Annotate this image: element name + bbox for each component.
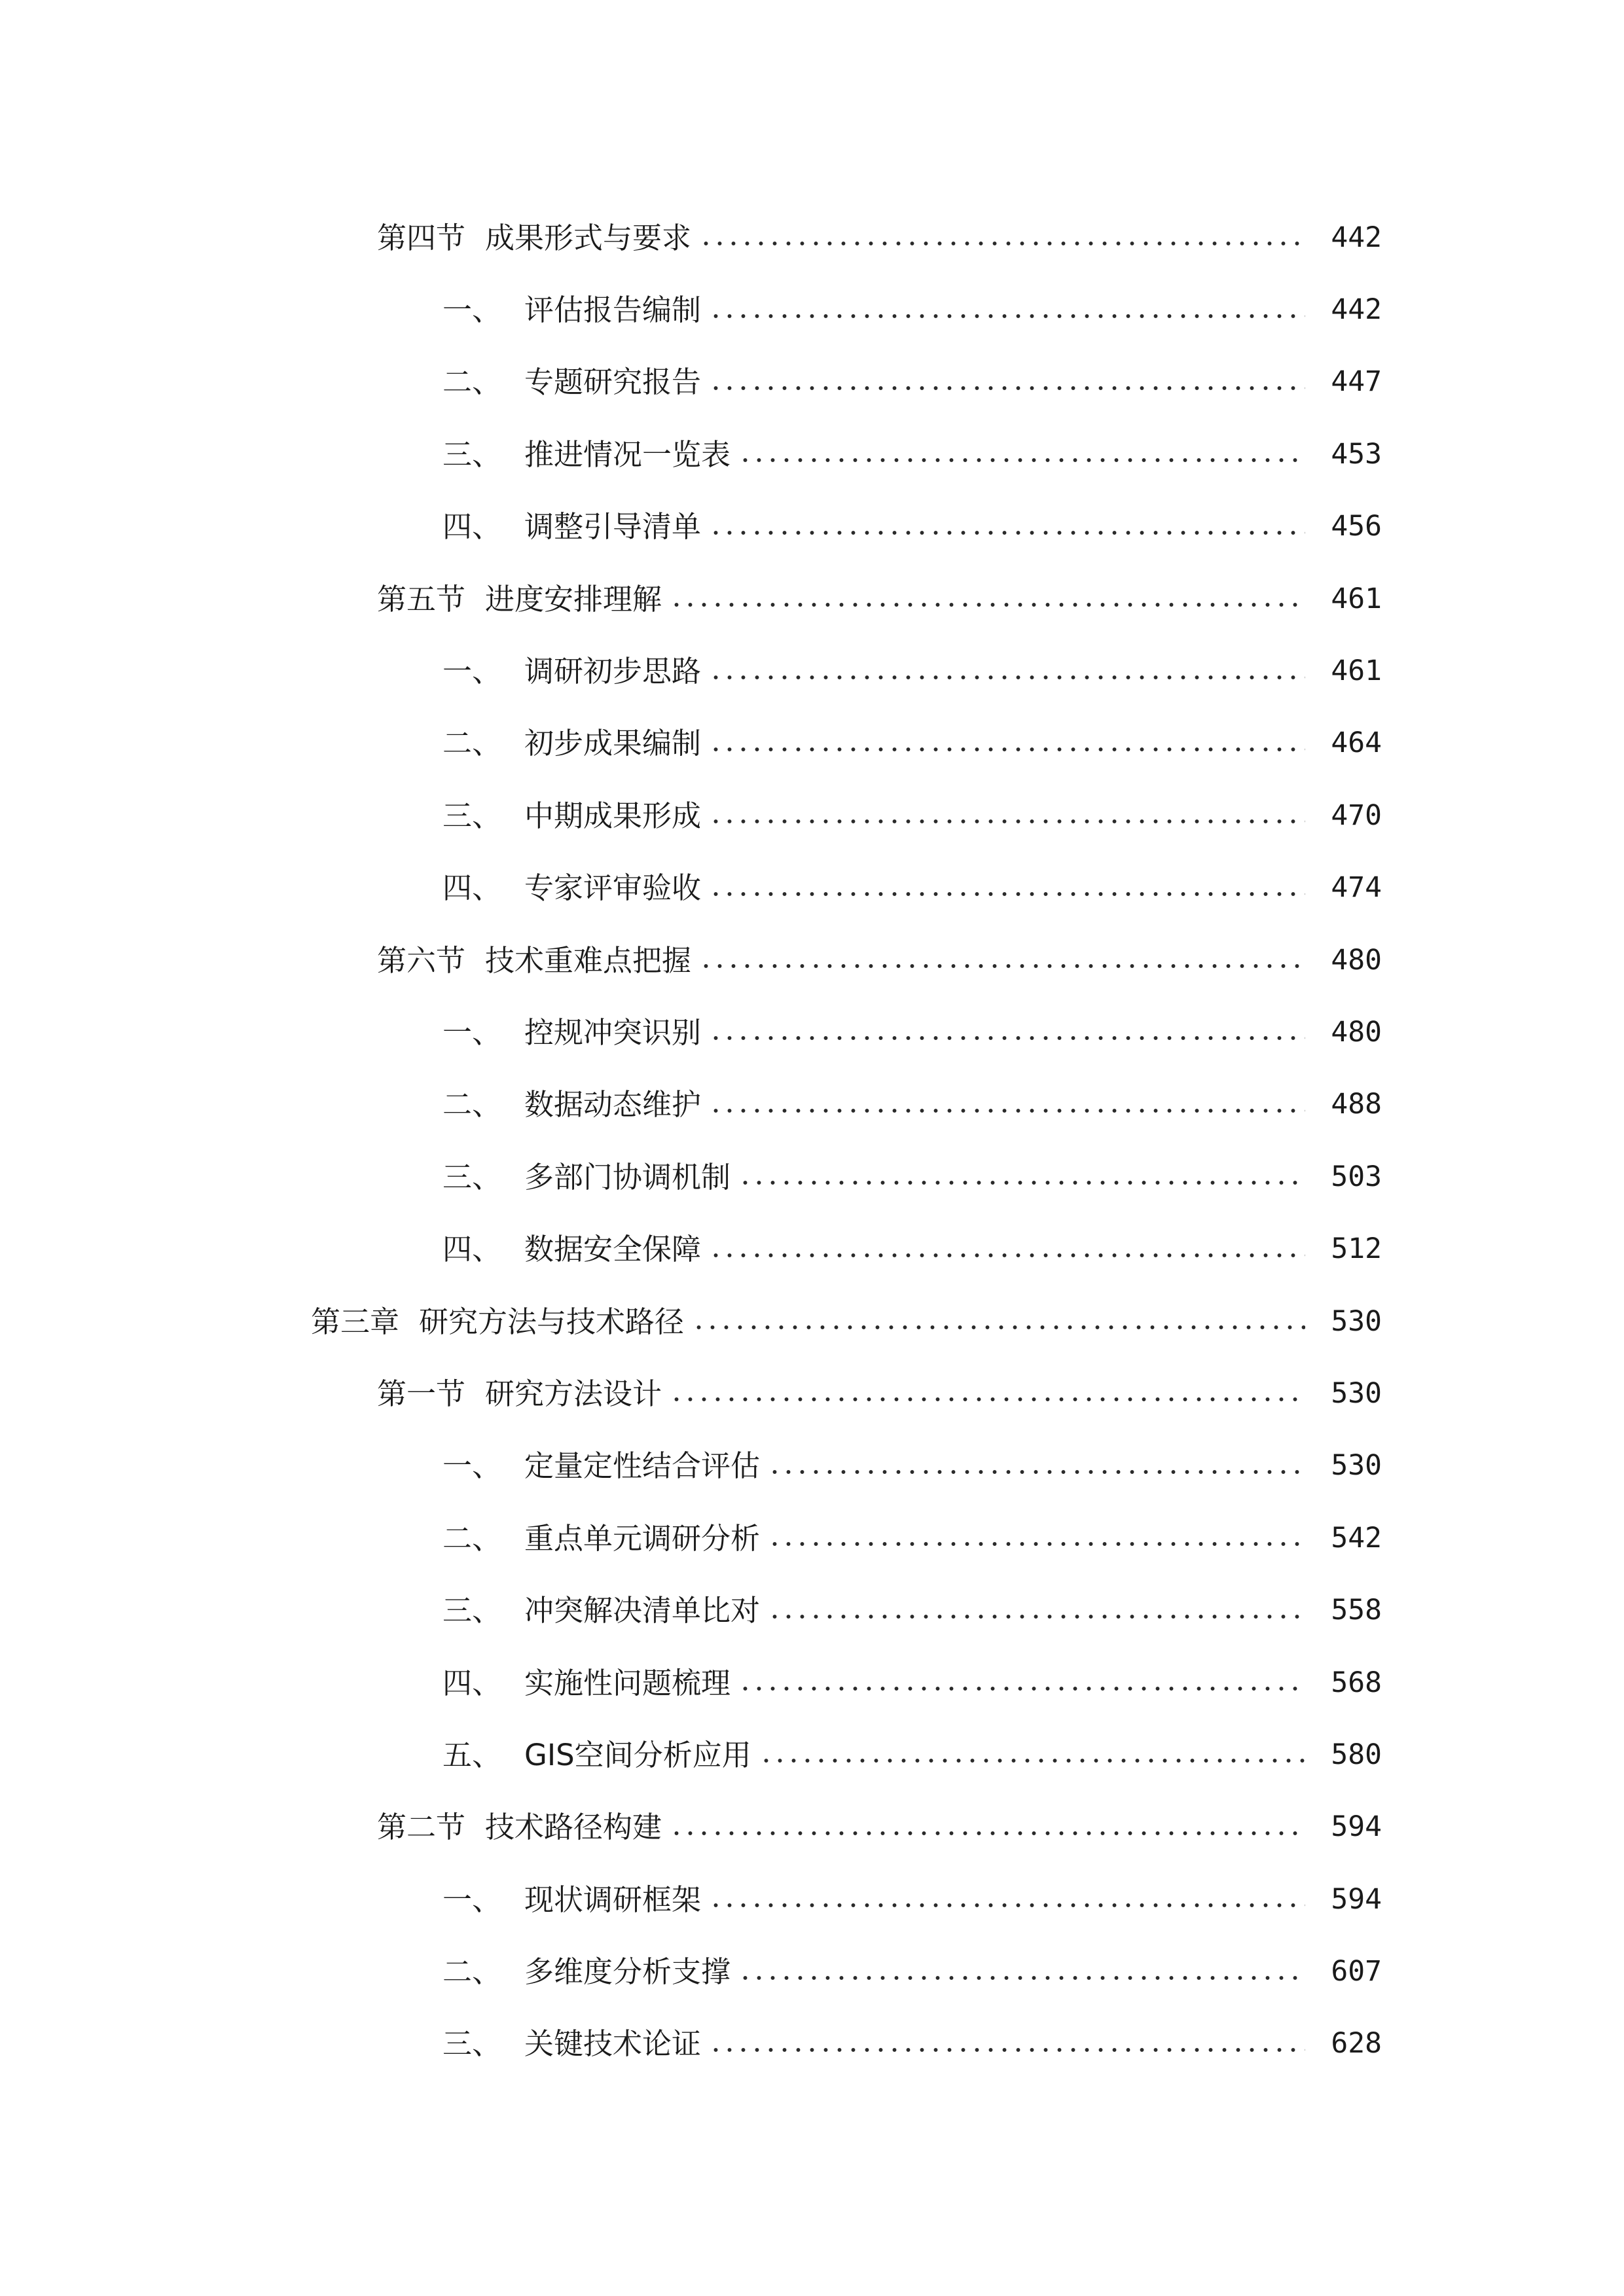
toc-entry-label [442,726,702,761]
toc-entry-number: 二、 [442,365,502,400]
toc-page-number: 530 [1331,1304,1382,1338]
dot-leader [670,602,1305,607]
toc-entry-number: 三、 [442,437,502,472]
toc-entry-label [442,1520,761,1556]
toc-subsection-entry[interactable] [0,1719,1624,1791]
toc-page-number: 480 [1331,1015,1382,1049]
toc-entry-number: 五、 [442,1737,502,1772]
toc-entry-label [377,1376,662,1411]
toc-entry-number: 三、 [442,1159,502,1194]
toc-entry-label [311,1304,685,1339]
toc-entry-title: 实施性问题梳理 [524,1665,731,1700]
dot-leader [709,891,1305,897]
toc-chapter-entry[interactable] [0,1285,1624,1357]
toc-subsection-entry[interactable] [0,1069,1624,1141]
toc-entry-number: 第三章 [311,1304,400,1339]
toc-entry-title: GIS空间分析应用 [524,1737,751,1772]
toc-entry-title: 技术路径构建 [485,1810,662,1845]
toc-entry-title: 研究方法设计 [485,1376,662,1411]
toc-subsection-entry[interactable] [0,1502,1624,1574]
toc-subsection-entry[interactable] [0,2008,1624,2080]
toc-page-number: 512 [1331,1232,1382,1266]
dot-leader [759,1758,1305,1763]
toc-entry-label [442,293,702,328]
toc-entry-title: 冲突解决清单比对 [524,1593,761,1628]
dot-leader [699,241,1305,246]
toc-entry-title: 初步成果编制 [524,726,702,761]
toc-entry-number: 第二节 [377,1810,466,1845]
toc-entry-number: 第四节 [377,220,466,255]
toc-entry-title: 重点单元调研分析 [524,1520,761,1556]
dot-leader [709,1035,1305,1041]
toc-page-number: 530 [1331,1449,1382,1482]
toc-subsection-entry[interactable] [0,346,1624,418]
toc-page-number: 470 [1331,798,1382,832]
dot-leader [709,314,1305,319]
toc-entry-label [442,1737,751,1772]
toc-entry-number: 二、 [442,726,502,761]
toc-entry-number: 第一节 [377,1376,466,1411]
toc-page-number: 464 [1331,726,1382,760]
toc-entry-title: 定量定性结合评估 [524,1448,761,1484]
toc-section-entry[interactable] [0,202,1624,274]
toc-subsection-entry[interactable] [0,635,1624,707]
toc-entry-label [442,1954,731,1990]
table-of-contents [0,202,1624,2080]
toc-entry-title: 推进情况一览表 [524,437,731,472]
toc-entry-number: 一、 [442,1882,502,1917]
toc-page-number: 442 [1331,293,1382,327]
dot-leader [738,1180,1305,1185]
toc-entry-label [442,437,731,472]
toc-subsection-entry[interactable] [0,1213,1624,1285]
dot-leader [738,457,1305,463]
toc-page-number: 442 [1331,221,1382,254]
toc-page-number: 480 [1331,943,1382,977]
toc-entry-label [442,1448,761,1484]
toc-section-entry[interactable] [0,563,1624,635]
toc-page-number: 453 [1331,437,1382,471]
toc-page-number: 580 [1331,1738,1382,1771]
toc-entry-label [377,942,692,978]
toc-entry-title: 现状调研框架 [524,1882,702,1917]
toc-entry-number: 第六节 [377,942,466,978]
toc-entry-number: 二、 [442,1954,502,1990]
toc-section-entry[interactable] [0,1357,1624,1429]
toc-entry-label [377,581,662,617]
toc-entry-number: 一、 [442,1448,502,1484]
toc-subsection-entry[interactable] [0,1141,1624,1213]
toc-entry-number: 一、 [442,1014,502,1050]
toc-subsection-entry[interactable] [0,708,1624,780]
dot-leader [709,747,1305,752]
toc-entry-title: 进度安排理解 [485,581,662,617]
toc-subsection-entry[interactable] [0,852,1624,924]
toc-section-entry[interactable] [0,924,1624,996]
toc-subsection-entry[interactable] [0,418,1624,490]
toc-entry-label [442,1014,702,1050]
toc-entry-title: 中期成果形成 [524,798,702,833]
toc-subsection-entry[interactable] [0,274,1624,346]
toc-page-number: 558 [1331,1594,1382,1627]
toc-subsection-entry[interactable] [0,1935,1624,2007]
toc-entry-number: 二、 [442,1087,502,1122]
toc-page-number: 594 [1331,1810,1382,1844]
toc-page-number: 456 [1331,510,1382,543]
toc-entry-title: 调研初步思路 [524,654,702,689]
toc-section-entry[interactable] [0,1791,1624,1863]
toc-entry-number: 三、 [442,798,502,833]
toc-entry-number: 一、 [442,293,502,328]
toc-entry-title: 成果形式与要求 [485,220,692,255]
toc-entry-label [442,1593,761,1628]
toc-entry-label [442,365,702,400]
toc-entry-number: 二、 [442,1520,502,1556]
toc-subsection-entry[interactable] [0,996,1624,1068]
toc-page-number: 542 [1331,1521,1382,1554]
toc-page-number: 461 [1331,655,1382,688]
toc-entry-title: 调整引导清单 [524,509,702,545]
toc-subsection-entry[interactable] [0,1647,1624,1719]
dot-leader [709,1903,1305,1908]
dot-leader [768,1541,1305,1547]
dot-leader [768,1614,1305,1619]
toc-entry-number: 四、 [442,1665,502,1700]
toc-page-number: 607 [1331,1955,1382,1988]
toc-entry-number: 一、 [442,654,502,689]
dot-leader [709,530,1305,535]
toc-entry-title: 研究方法与技术路径 [419,1304,685,1339]
toc-entry-label [442,798,702,833]
dot-leader [709,386,1305,391]
toc-page-number: 447 [1331,365,1382,399]
toc-page-number: 503 [1331,1160,1382,1193]
toc-entry-title: 多部门协调机制 [524,1159,731,1194]
toc-entry-title: 技术重难点把握 [485,942,692,978]
toc-subsection-entry[interactable] [0,1574,1624,1646]
toc-entry-title: 专题研究报告 [524,365,702,400]
toc-entry-title: 控规冲突识别 [524,1014,702,1050]
toc-subsection-entry[interactable] [0,780,1624,852]
dot-leader [738,1686,1305,1691]
toc-entry-title: 数据动态维护 [524,1087,702,1122]
toc-entry-label [442,654,702,689]
dot-leader [709,1108,1305,1113]
dot-leader [738,1975,1305,1981]
toc-entry-title: 专家评审验收 [524,870,702,906]
toc-subsection-entry[interactable] [0,1863,1624,1935]
toc-page-number: 594 [1331,1882,1382,1916]
dot-leader [768,1469,1305,1475]
dot-leader [709,2047,1305,2053]
toc-entry-number: 四、 [442,509,502,545]
toc-page-number: 628 [1331,2027,1382,2060]
toc-page-number: 568 [1331,1666,1382,1699]
toc-entry-number: 四、 [442,1232,502,1267]
dot-leader [709,1253,1305,1258]
dot-leader [670,1397,1305,1402]
toc-entry-number: 四、 [442,870,502,906]
toc-subsection-entry[interactable] [0,1430,1624,1502]
toc-entry-label [377,220,692,255]
toc-entry-label [442,1665,731,1700]
toc-entry-label [442,870,702,906]
toc-entry-label [442,1882,702,1917]
toc-entry-label [442,1159,731,1194]
dot-leader [670,1831,1305,1836]
toc-entry-title: 数据安全保障 [524,1232,702,1267]
toc-entry-title: 评估报告编制 [524,293,702,328]
toc-entry-label [377,1810,662,1845]
toc-entry-label [442,509,702,545]
toc-entry-title: 多维度分析支撑 [524,1954,731,1990]
toc-entry-label [442,1232,702,1267]
toc-page-number: 461 [1331,582,1382,615]
dot-leader [692,1325,1305,1330]
toc-entry-number: 三、 [442,2026,502,2062]
dot-leader [709,675,1305,680]
toc-subsection-entry[interactable] [0,491,1624,563]
dot-leader [699,963,1305,969]
toc-entry-label [442,1087,702,1122]
toc-entry-label [442,2026,702,2062]
dot-leader [709,819,1305,824]
toc-entry-number: 三、 [442,1593,502,1628]
toc-entry-title: 关键技术论证 [524,2026,702,2062]
toc-entry-number: 第五节 [377,581,466,617]
toc-page-number: 488 [1331,1088,1382,1121]
toc-page-number: 530 [1331,1376,1382,1410]
toc-page-number: 474 [1331,871,1382,905]
